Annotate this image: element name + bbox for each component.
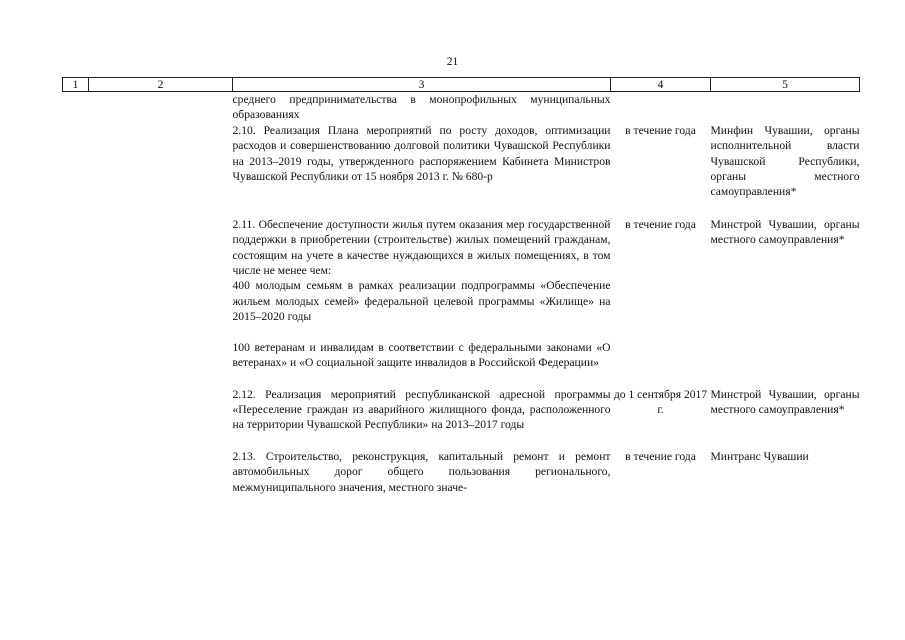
table-row <box>63 217 860 371</box>
measure-responsible: Минстрой Чувашии, органы местного самоуправления* <box>710 387 860 416</box>
table-row <box>63 449 860 495</box>
measure-responsible: Минфин Чувашии, органы исполнительной власти Чувашской Республики, органы местного самоуправления* <box>710 123 860 199</box>
column-header-2: 2 <box>89 78 233 92</box>
measure-deadline: в течение года <box>625 123 696 137</box>
measure-description <box>233 449 611 495</box>
measure-text: 2.10. Реализация Плана мероприятий по росту доходов, оптимизации расходов и совершенствованию долговой политики Чувашской Республики на 2013–2019 годы, утвержденного распоряжением Кабинета Министров Чувашской Республики от 15 ноября 2013 г. № 680-р <box>232 123 611 184</box>
measure-deadline: в течение года <box>625 217 696 231</box>
measure-responsible: Минстрой Чувашии, органы местного самоуправления* <box>710 217 860 247</box>
column-header-5: 5 <box>711 78 860 92</box>
table-row <box>63 92 860 123</box>
measure-responsible: Минтранс Чувашии <box>710 449 809 463</box>
plan-table <box>62 77 860 495</box>
measure-subtext: 400 молодым семьям в рамках реализации подпрограммы «Обеспечение жильем молодых семей» федеральной целевой программы «Жилище» на 2015–2020 годы <box>232 279 611 324</box>
measure-responsible <box>711 92 860 123</box>
page-number: 21 <box>446 55 459 68</box>
measure-description <box>233 217 611 371</box>
measure-description <box>233 123 611 200</box>
paragraph-gap <box>233 325 611 340</box>
measure-deadline: в течение года <box>625 449 696 463</box>
measure-description <box>233 92 611 123</box>
measure-text: 2.12. Реализация мероприятий республиканской адресной программы «Переселение граждан из аварийного жилищного фонда, расположенного на территории Чувашской Республики» на 2013–2017 годы <box>232 387 611 432</box>
measure-deadline <box>611 92 711 123</box>
table-row <box>63 123 860 200</box>
measure-text: 2.11. Обеспечение доступности жилья путем оказания мер государственной поддержки в приобретении (строительстве) жилых помещений гражданам, состоящим на учете в качестве нуждающихся в жилых помещениях, в том числе не менее чем: <box>232 217 611 278</box>
measure-deadline: до 1 сентября 2017 г. <box>613 387 708 416</box>
column-header-1: 1 <box>63 78 89 92</box>
measure-subtext: 100 ветеранам и инвалидам в соответствии с федеральными законами «О ветеранах» и «О социальной защите инвалидов в Российской Федерации» <box>232 340 611 370</box>
table-row <box>63 387 860 433</box>
measure-text: среднего предпринимательства в монопрофильных муниципальных образованиях <box>232 93 611 122</box>
column-number-row <box>63 78 860 92</box>
measure-text: 2.13. Строительство, реконструкция, капитальный ремонт и ремонт автомобильных дорог общего пользования регионального, межмуниципального значения, местного значе- <box>232 449 611 494</box>
measure-description <box>233 387 611 433</box>
column-header-4: 4 <box>611 78 711 92</box>
column-header-3: 3 <box>233 78 611 92</box>
